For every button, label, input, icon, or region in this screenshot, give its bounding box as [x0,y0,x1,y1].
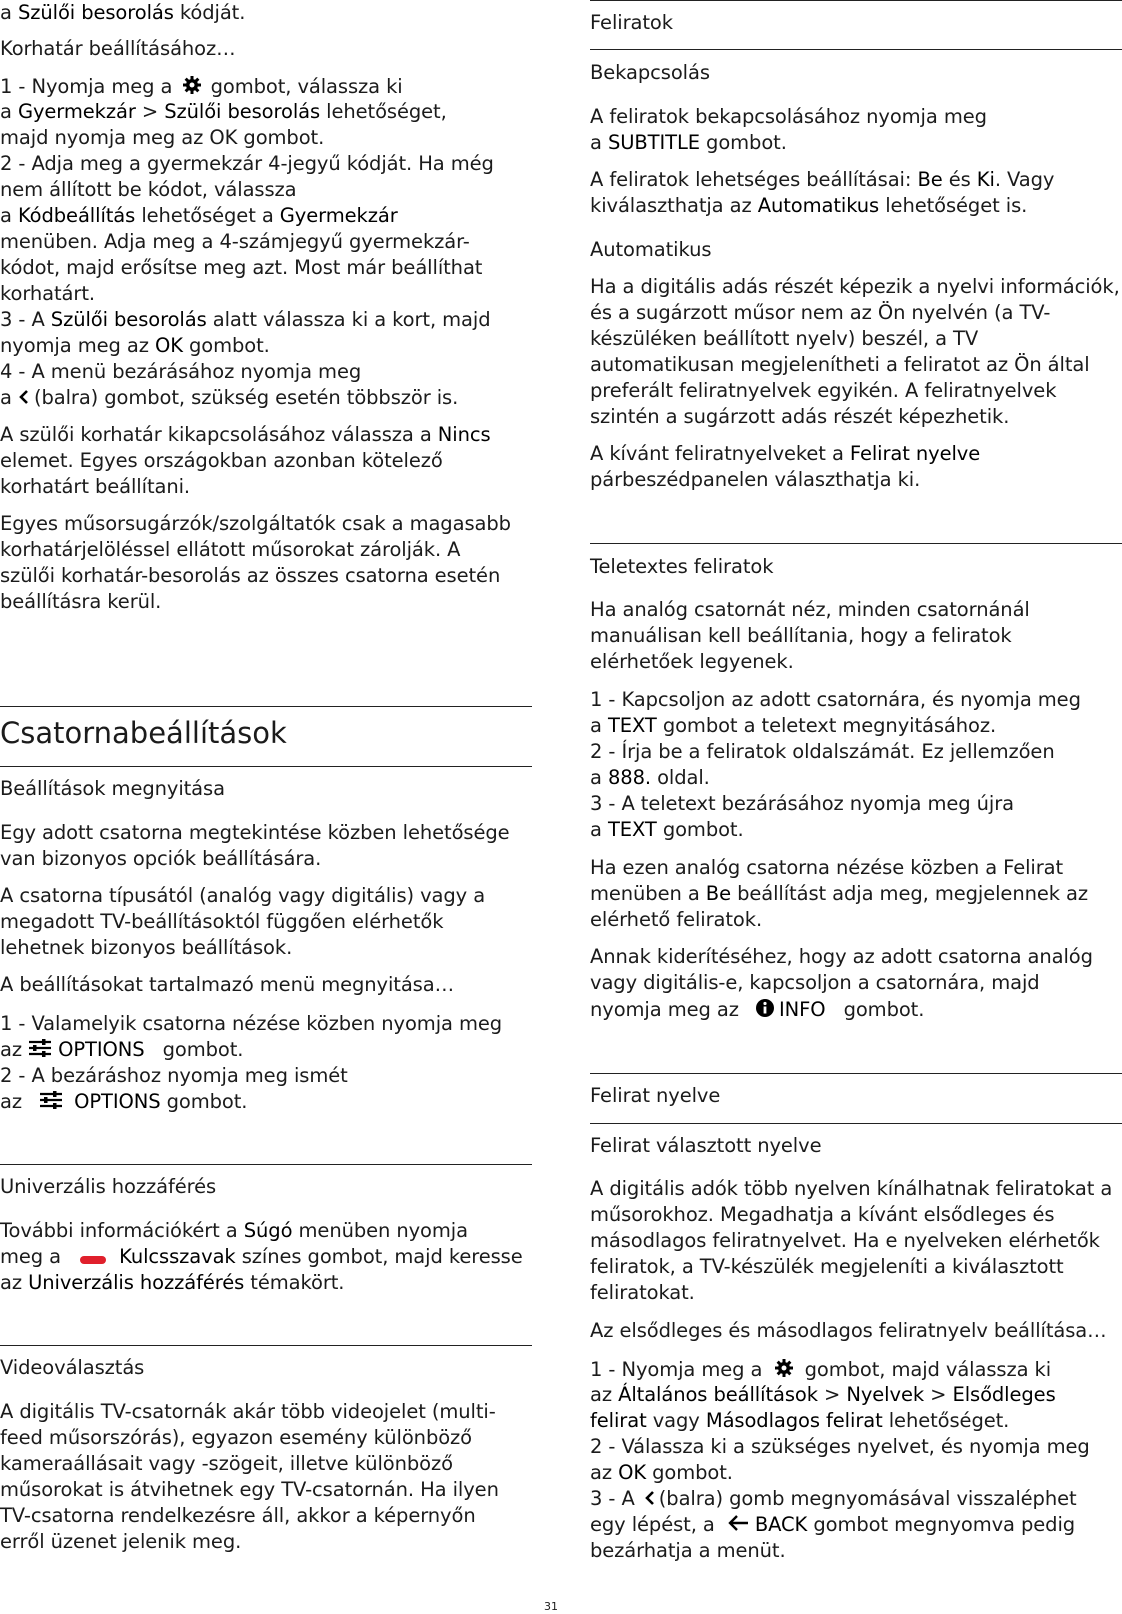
paragraph-line: elérhető feliratok. [590,908,763,931]
paragraph: Ha a digitális adás részét képezik a nyelvi információk, [590,275,1120,298]
step-4-line-2: a (balra) gombot, szükség esetén többször is. [0,386,459,409]
subsection-title: Beállítások megnyitása [0,777,225,800]
paragraph: További információkért a Súgó menüben nyomja [0,1219,468,1242]
divider [590,49,1122,50]
step-2-line-4: menüben. Adja meg a 4-számjegyű gyermekzár- [0,230,470,253]
paragraph-line: lehetnek bizonyos beállítások. [0,936,293,959]
options-step-2-line-2: az OPTIONS gombot. [0,1090,248,1113]
paragraph: A szülői korhatár kikapcsolásához válassza a Nincs [0,423,491,446]
step-1: 1 - Nyomja meg a gombot, válassza ki [0,75,403,98]
divider [0,766,532,767]
paragraph-line: automatikusan megjelenítheti a feliratot az Ön által [590,353,1090,376]
paragraph-line: TV-csatorna rendelkezésre áll, akkor a képernyőn [0,1504,476,1527]
language-step-2-line-2: az OK gombot. [590,1461,733,1484]
paragraph-line: feliratokat. [590,1281,695,1304]
paragraph-line: manuálisan kell beállítania, hogy a feliratok [590,624,1012,647]
paragraph-line: beállításra kerül. [0,590,162,613]
subsection-title: Bekapcsolás [590,61,710,84]
chevron-left-icon [18,388,34,410]
paragraph-line: másodlagos feliratnyelvet. Ha e nyelveken elérhetők [590,1229,1100,1252]
language-step-3-line-3: bezárhatja a menüt. [590,1539,786,1562]
teletext-step-1: 1 - Kapcsoljon az adott csatornára, és nyomja meg [590,688,1081,711]
paragraph: A beállításokat tartalmazó menü megnyitása… [0,973,454,996]
subsection-title: Videoválasztás [0,1356,145,1379]
paragraph-line: párbeszédpanelen választhatja ki. [590,468,921,491]
subsection-title: Automatikus [590,238,712,261]
paragraph-line: korhatárjelöléssel ellátott műsorokat zárolják. A [0,538,461,561]
divider [0,706,532,707]
paragraph: A digitális TV-csatornák akár több videojelet (multi- [0,1400,496,1423]
language-step-1: 1 - Nyomja meg a gombot, majd válassza ki [590,1358,1052,1381]
paragraph-line: műsorokat is átvihetnek egy TV-csatornán. Ha ilyen [0,1478,499,1501]
teletext-step-3-line-2: a TEXT gombot. [590,818,744,841]
options-step-1: 1 - Valamelyik csatorna nézése közben nyomja meg [0,1012,503,1035]
paragraph: Egyes műsorsugárzók/szolgáltatók csak a magasabb [0,512,511,535]
back-arrow-icon [721,1514,755,1537]
paragraph-line: kameraállásait vagy -szögeit, illetve különböző [0,1452,453,1475]
subsection-title: Univerzális hozzáférés [0,1175,217,1198]
chevron-left-icon [641,1489,659,1511]
language-step-3: 3 - A (balra) gomb megnyomásával visszaléphet [590,1487,1077,1510]
paragraph: Ha ezen analóg csatorna nézése közben a Felirat [590,856,1064,879]
paragraph-line: van bizonyos opciók beállítására. [0,847,322,870]
subsection-title: Felirat választott nyelve [590,1134,822,1157]
teletext-step-3: 3 - A teletext bezárásához nyomja meg újra [590,792,1014,815]
paragraph-line: elérhetőek legyenek. [590,650,794,673]
divider [590,0,1122,1]
intro-line: a Szülői besorolás kódját. [0,1,246,24]
paragraph-line: a SUBTITLE gombot. [590,131,787,154]
section-title: Feliratok [590,11,673,34]
red-key-icon [67,1247,119,1269]
step-4: 4 - A menü bezárásához nyomja meg [0,360,362,383]
language-step-1-line-3: felirat vagy Másodlagos felirat lehetőséget. [590,1409,1010,1432]
paragraph-line: korhatárt beállítani. [0,475,191,498]
paragraph-line: megadott TV-beállításoktól függően elérhetők [0,910,444,933]
language-step-3-line-2: egy lépést, a BACK gombot megnyomva pedig [590,1513,1076,1536]
divider [590,1123,1122,1124]
options-step-2: 2 - A bezáráshoz nyomja meg ismét [0,1064,348,1087]
section-title: Csatornabeállítások [0,716,287,750]
info-icon [745,998,775,1023]
paragraph: A kívánt feliratnyelveket a Felirat nyelve [590,442,981,465]
step-1-line-3: majd nyomja meg az OK gombot. [0,126,325,149]
paragraph-line: vagy digitális-e, kapcsoljon a csatornára, majd [590,971,1040,994]
step-2-line-3: a Kódbeállítás lehetőséget a Gyermekzár [0,204,398,227]
paragraph-line: elemet. Egyes országokban azonban kötelező [0,449,443,472]
page-number: 31 [544,1600,558,1613]
options-icon [28,1091,74,1114]
divider [590,1073,1122,1074]
gear-icon [769,1358,799,1383]
paragraph: A feliratok bekapcsolásához nyomja meg [590,105,987,128]
paragraph: Egy adott csatorna megtekintése közben lehetősége [0,821,510,844]
paragraph-line: készüléken beállított nyelv) beszél, a TV [590,327,979,350]
paragraph-line: az Univerzális hozzáférés témakört. [0,1271,345,1294]
paragraph-line: kiválaszthatja az Automatikus lehetőséget is. [590,194,1028,217]
teletext-step-2: 2 - Írja be a feliratok oldalszámát. Ez jellemzően [590,740,1055,763]
paragraph-line: feed műsorszórás), egyazon esemény különböző [0,1426,473,1449]
paragraph-line: és a sugárzott műsor nem az Ön nyelvén (a TV- [590,301,1051,324]
section-title: Felirat nyelve [590,1084,721,1107]
step-2-line-2: nem állított be kódot, válassza [0,178,297,201]
language-step-2: 2 - Válassza ki a szükséges nyelvet, és nyomja meg [590,1435,1090,1458]
teletext-step-1-line-2: a TEXT gombot a teletext megnyitásához. [590,714,997,737]
paragraph-line: erről üzenet jelenik meg. [0,1530,242,1553]
paragraph-line: szintén a sugárzott adás részét képezhetik. [590,405,1010,428]
step-1-line-2: a Gyermekzár > Szülői besorolás lehetőséget, [0,100,447,123]
language-step-1-line-2: az Általános beállítások > Nyelvek > Elsődleges [590,1383,1056,1406]
paragraph-line: menüben a Be beállítást adja meg, megjelennek az [590,882,1089,905]
paragraph-line: szülői korhatár-besorolás az összes csatorna esetén [0,564,501,587]
gear-icon [179,75,205,100]
paragraph-line: műsorokhoz. Megadhatja a kívánt elsődleges és [590,1203,1055,1226]
paragraph: A digitális adók több nyelven kínálhatnak feliratokat a [590,1177,1113,1200]
paragraph: A csatorna típusától (analóg vagy digitális) vagy a [0,884,486,907]
paragraph: Korhatár beállításához… [0,37,236,60]
teletext-step-2-line-2: a 888. oldal. [590,766,710,789]
divider [0,1345,532,1346]
paragraph: A feliratok lehetséges beállításai: Be és Ki. Vagy [590,168,1055,191]
paragraph: Annak kiderítéséhez, hogy az adott csatorna analóg [590,945,1093,968]
step-2: 2 - Adja meg a gyermekzár 4-jegyű kódját. Ha még [0,152,494,175]
divider [0,1164,532,1165]
divider [590,543,1122,544]
subsection-title: Teletextes feliratok [590,555,774,578]
paragraph-line: nyomja meg az INFO gombot. [590,998,925,1021]
step-3-line-2: nyomja meg az OK gombot. [0,334,270,357]
paragraph: Az elsődleges és másodlagos feliratnyelv beállítása… [590,1319,1107,1342]
paragraph: Ha analóg csatornát néz, minden csatornánál [590,598,1030,621]
paragraph-line: feliratok, a TV-készülék megjeleníti a kiválasztott [590,1255,1064,1278]
step-3: 3 - A Szülői besorolás alatt válassza ki a kort, majd [0,308,491,331]
options-step-1-line-2: az OPTIONS gombot. [0,1038,244,1061]
step-2-line-5: kódot, majd erősítse meg azt. Most már beállíthat [0,256,483,279]
step-2-line-6: korhatárt. [0,282,95,305]
options-icon [28,1039,58,1062]
paragraph-line: meg a Kulcsszavak színes gombot, majd keresse [0,1245,523,1268]
paragraph-line: preferált feliratnyelvek egyikén. A feliratnyelvek [590,379,1057,402]
